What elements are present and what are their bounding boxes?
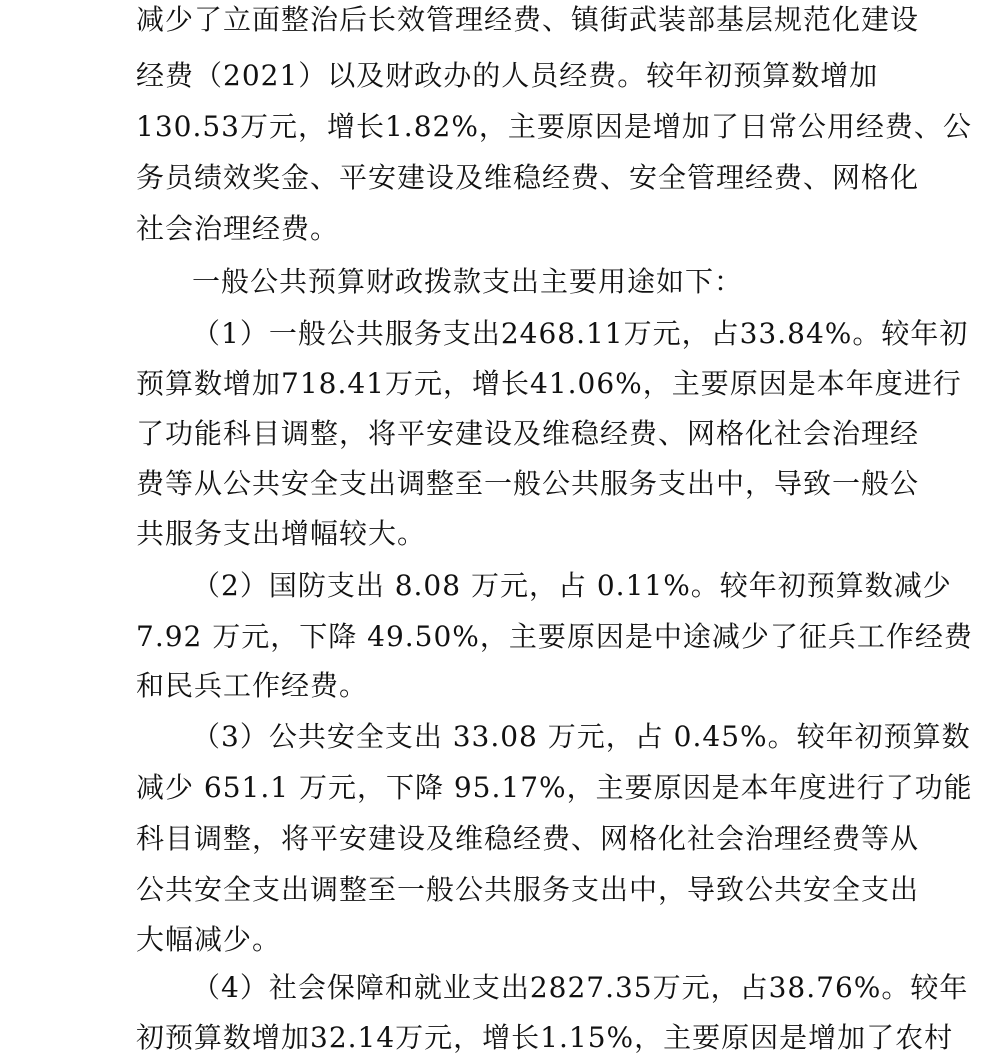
paragraph-line: （2）国防支出 8.08 万元，占 0.11%。较年初预算数减少 [192, 569, 952, 602]
paragraph-line: 7.92 万元，下降 49.50%，主要原因是中途减少了征兵工作经费 [136, 620, 973, 653]
paragraph-line: 共服务支出增幅较大。 [136, 517, 427, 550]
paragraph-line: （1）一般公共服务支出2468.11万元，占33.84%。较年初 [192, 317, 969, 350]
paragraph-line: 社会治理经费。 [136, 212, 340, 245]
paragraph-line: 经费（2021）以及财政办的人员经费。较年初预算数增加 [136, 59, 879, 92]
paragraph-line: 公共安全支出调整至一般公共服务支出中，导致公共安全支出 [136, 873, 920, 906]
paragraph-line: （4）社会保障和就业支出2827.35万元，占38.76%。较年 [192, 971, 969, 1004]
paragraph-line: 大幅减少。 [136, 923, 282, 956]
paragraph-line: 预算数增加718.41万元，增长41.06%，主要原因是本年度进行 [136, 367, 962, 400]
paragraph-line: 务员绩效奖金、平安建设及维稳经费、安全管理经费、网格化 [136, 161, 920, 194]
paragraph-line: 减少 651.1 万元，下降 95.17%，主要原因是本年度进行了功能 [136, 771, 973, 804]
paragraph-line: 一般公共预算财政拨款支出主要用途如下： [192, 265, 744, 298]
paragraph-line: 减少了立面整治后长效管理经费、镇街武装部基层规范化建设 [136, 3, 920, 36]
paragraph-line: 了功能科目调整，将平安建设及维稳经费、网格化社会治理经 [136, 417, 920, 450]
paragraph-line: 130.53万元，增长1.82%，主要原因是增加了日常公用经费、公 [136, 110, 972, 143]
paragraph-line: （3）公共安全支出 33.08 万元，占 0.45%。较年初预算数 [192, 720, 971, 753]
paragraph-line: 费等从公共安全支出调整至一般公共服务支出中，导致一般公 [136, 467, 920, 500]
paragraph-line: 初预算数增加32.14万元，增长1.15%，主要原因是增加了农村 [136, 1021, 954, 1054]
paragraph-line: 科目调整，将平安建设及维稳经费、网格化社会治理经费等从 [136, 822, 920, 855]
paragraph-line: 和民兵工作经费。 [136, 669, 369, 702]
